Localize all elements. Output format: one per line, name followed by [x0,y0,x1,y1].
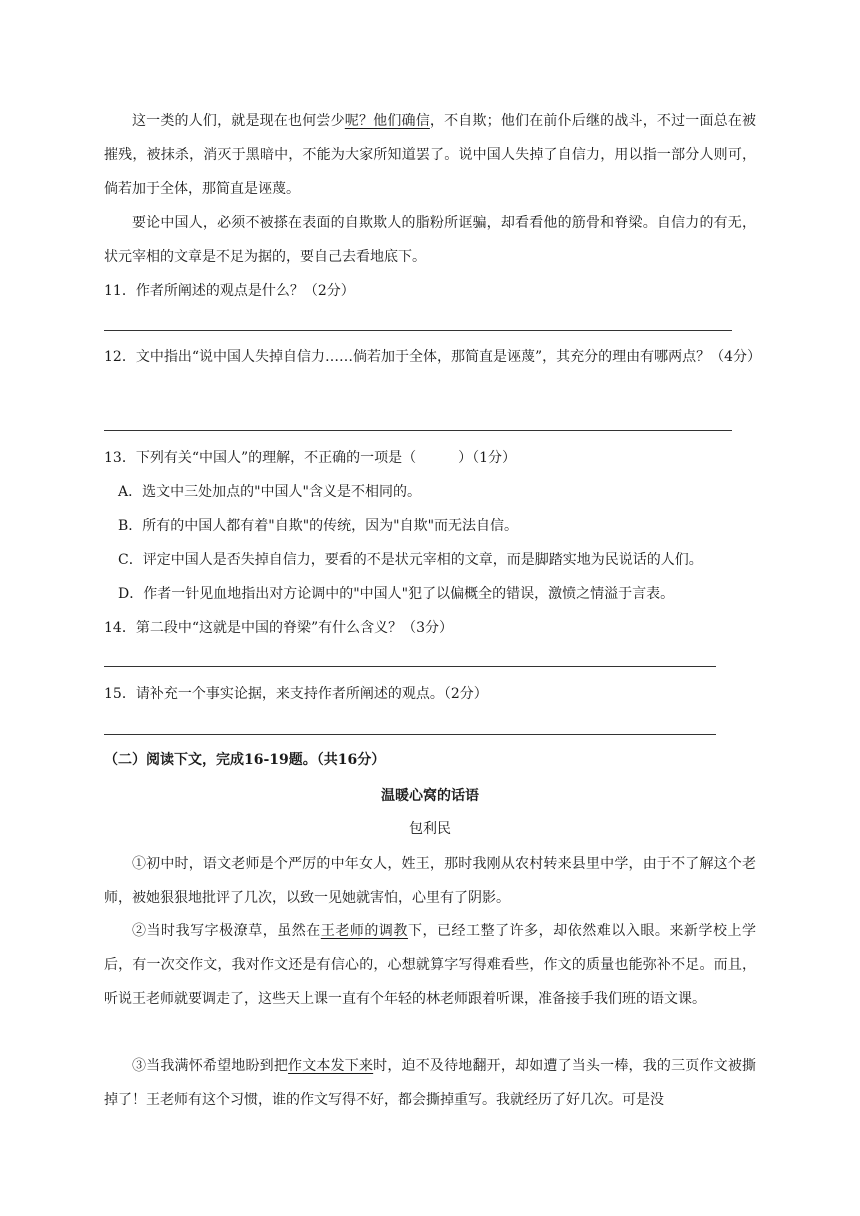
passage1-paragraph-2: 要论中国人，必须不被搽在表面的自欺欺人的脂粉所诓骗，却看看他的筋骨和脊梁。自信力的有无，状元宰相的文章是不足为据的，要自己去看地底下。 [104,215,756,265]
p2-underlined: 王老师的调教 [320,923,408,939]
section2-heading: （二）阅读下文，完成16-19题。（共16分） [104,752,386,768]
para1-text-a: 这一类的人们，就是现在也何尝少 [132,113,345,129]
para1-underlined: 呢？他们确信 [344,113,430,129]
article-paragraph-2 [104,914,756,1016]
question-13: 13．下列有关“中国人”的理解，不正确的一项是（ ）（1分） [104,450,517,466]
p3-underlined: 作文本发下来 [288,1058,374,1074]
passage1-paragraph-1 [104,104,756,206]
option-d[interactable]: D．作者一针见血地指出对方论调中的"中国人"犯了以偏概全的错误，激愤之情溢于言表。 [118,586,675,602]
article-paragraph-3 [104,1049,756,1117]
question-14: 14．第二段中“这就是中国的脊梁”有什么含义？（3分） [104,620,454,636]
article-title: 温暖心窝的话语 [381,788,479,804]
option-a[interactable]: A．选文中三处加点的"中国人"含义是不相同的。 [118,484,421,500]
answer-line-14[interactable] [104,666,716,667]
answer-line-12[interactable] [104,430,732,431]
p2-text-b: 下，已经工整了许多，却依然难以入眼。来新学校上学后，有一次交作文，我对作文还是有信心的，心想就算字写得难看些，作文的质量也能弥补不足。而且，听说王老师就要调走了，这些天上课一直有个年轻的林老师跟着听课，准备接手我们班的语文课。 [104,923,757,1007]
answer-line-11[interactable] [104,330,732,331]
article-author: 包利民 [409,821,451,837]
article-paragraph-1: ①初中时，语文老师是个严厉的中年女人，姓王，那时我刚从农村转来县里中学，由于不了解这个老师，被她狠狠地批评了几次，以致一见她就害怕，心里有了阴影。 [104,856,756,906]
p3-text-b: 时，迫不及待地翻开，却如遭了当头一棒，我的三页作文被撕掉了！王老师有这个习惯，谁的作文写得不好，都会撕掉重写。我就经历了好几次。可是没 [104,1058,757,1108]
question-11: 11．作者所阐述的观点是什么？（2分） [104,283,355,299]
p2-text-a: ②当时我写字极潦草，虽然在 [132,923,321,939]
para1-text-b: ，不自欺；他们在前仆后继的战斗，不过一面总在被摧残，被抹杀，消灭于黑暗中，不能为大家所知道罢了。说中国人失掉了自信力，用以指一部分人则可，倘若加于全体，那简直是诬蔑。 [104,113,757,197]
question-12: 12．文中指出“说中国人失掉自信力……倘若加于全体，那简直是诬蔑”，其充分的理由有哪两点？（4分） [104,349,762,365]
option-b[interactable]: B．所有的中国人都有着"自欺"的传统，因为"自欺"而无法自信。 [118,518,519,534]
option-c[interactable]: C．评定中国人是否失掉自信力，要看的不是状元宰相的文章，而是脚踏实地为民说话的人们。 [118,552,703,568]
p3-text-a: ③当我满怀希望地盼到把 [132,1058,289,1074]
answer-line-15[interactable] [104,734,716,735]
question-15: 15．请补充一个事实论据，来支持作者所阐述的观点。（2分） [104,686,488,702]
